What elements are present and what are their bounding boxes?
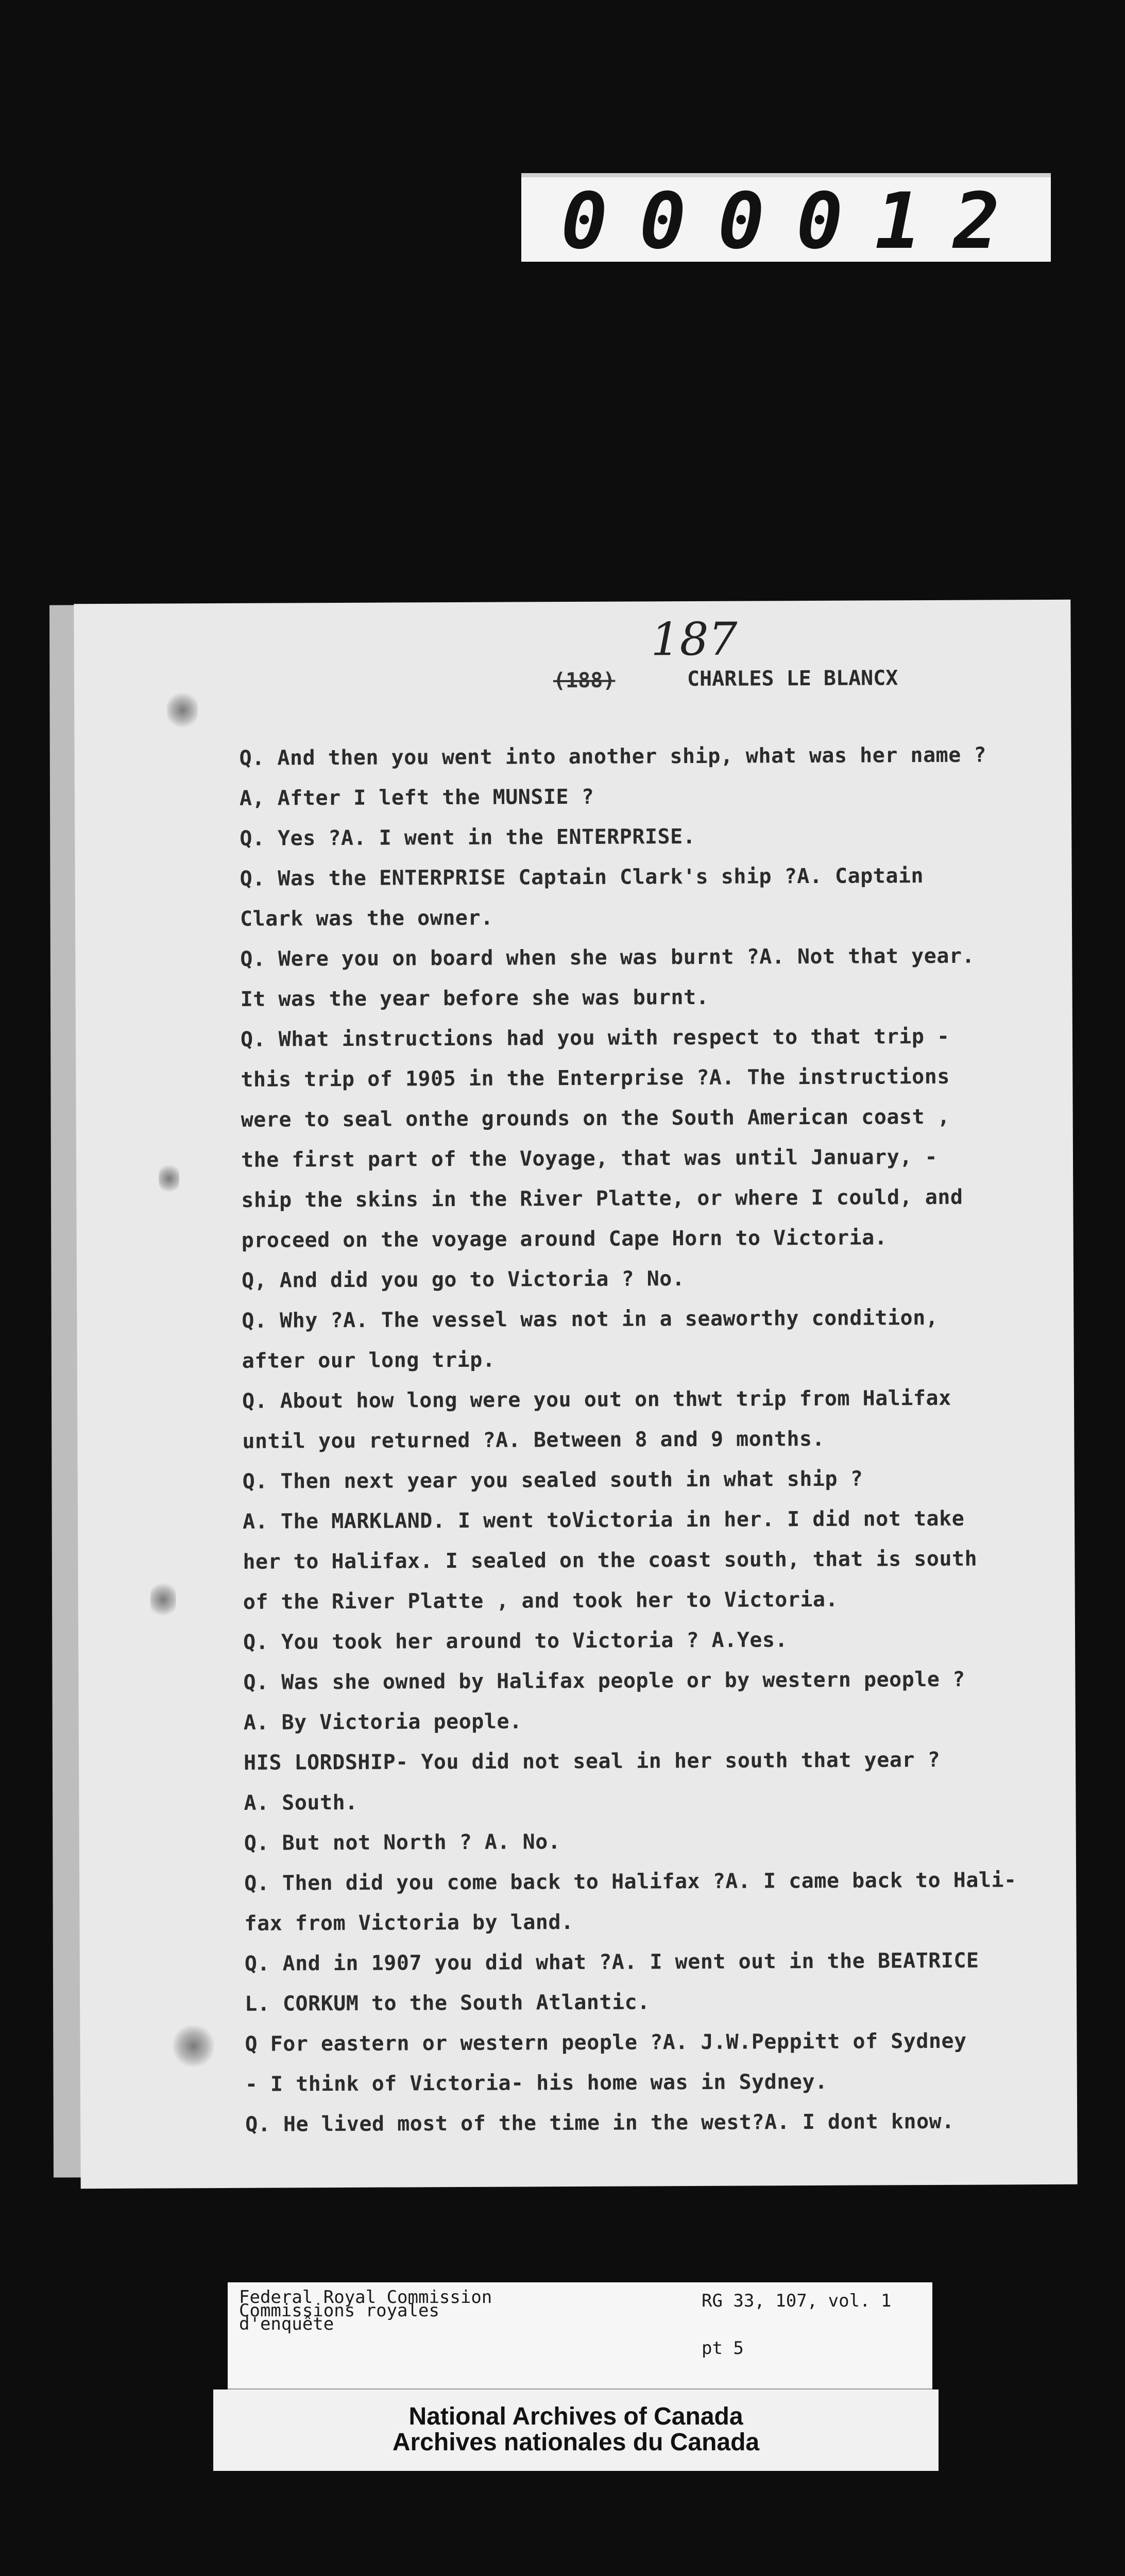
testimony-transcript (239, 735, 1049, 2145)
handwritten-page-number: 187 (651, 612, 738, 666)
transcript-line: Q. And then you went into another ship, what was her name ? (239, 743, 987, 770)
transcript-line: Q, And did you go to Victoria ? No. (241, 1267, 685, 1293)
archives-label (213, 2389, 939, 2471)
transcript-line: A, After I left the MUNSIE ? (239, 785, 594, 810)
struck-page-number: (188) (553, 668, 616, 693)
transcript-line: A. The MARKLAND. I went toVictoria in her. I did not take (242, 1506, 965, 1534)
microfilm-frame-number: 000012 (521, 173, 1051, 262)
transcript-line: Q. Were you on board when she was burnt ?A. Not that year. (240, 944, 975, 971)
punch-hole-mark (173, 2025, 214, 2066)
transcript-line: Q. And in 1907 you did what ?A. I went out in the BEATRICE (244, 1948, 979, 1976)
transcript-line: ship the skins in the River Platte, or where I could, and (241, 1185, 963, 1212)
transcript-line: Q. He lived most of the time in the west?A. I dont know. (245, 2109, 954, 2137)
transcript-line: Q. Why ?A. The vessel was not in a seaworthy condition, (242, 1306, 939, 1333)
punch-hole-mark (167, 692, 198, 728)
transcript-line: until you returned ?A. Between 8 and 9 months. (242, 1427, 825, 1453)
transcript-line: this trip of 1905 in the Enterprise ?A. The instructions (241, 1064, 950, 1092)
collection-name: Federal Royal Commission Commissions royales d'enquête (239, 2287, 492, 2334)
transcript-line: of the River Platte , and took her to Victoria. (243, 1587, 839, 1614)
transcript-line: Q. About how long were you out on thwt trip from Halifax (242, 1386, 951, 1413)
transcript-line: Q. Was she owned by Halifax people or by western people ? (243, 1667, 965, 1694)
transcript-line: A. By Victoria people. (243, 1709, 522, 1735)
transcript-line: Q For eastern or western people ?A. J.W.Peppitt of Sydney (245, 2029, 967, 2056)
archives-name-french: Archives nationales du Canada (392, 2429, 760, 2456)
transcript-line: proceed on the voyage around Cape Horn to Victoria. (241, 1226, 888, 1252)
witness-name-header: CHARLES LE BLANCX (687, 666, 898, 691)
microfilm-caption-card (228, 2282, 932, 2391)
transcript-line: L. CORKUM to the South Atlantic. (245, 1990, 650, 2016)
transcript-line: It was the year before she was burnt. (240, 985, 709, 1011)
transcript-line: the first part of the Voyage, that was until January, - (241, 1145, 938, 1172)
transcript-line: after our long trip. (242, 1348, 496, 1373)
transcript-line: Q. You took her around to Victoria ? A.Yes. (243, 1628, 788, 1654)
transcript-line: Q. Then did you come back to Halifax ?A. I came back to Hali- (244, 1868, 1017, 1895)
transcript-line: Q. But not North ? A. No. (244, 1830, 561, 1855)
punch-hole-mark (150, 1581, 176, 1617)
transcript-line: fax from Victoria by land. (244, 1910, 574, 1936)
archives-name-english: National Archives of Canada (408, 2403, 743, 2430)
punch-hole-mark (159, 1163, 179, 1194)
transcript-line: Q. Then next year you sealed south in what ship ? (242, 1467, 863, 1494)
transcript-line: Q. Was the ENTERPRISE Captain Clark's ship ?A. Captain (240, 864, 924, 891)
transcript-line: her to Halifax. I sealed on the coast south, that is south (243, 1547, 978, 1574)
transcript-line: HIS LORDSHIP- You did not seal in her south that year ? (244, 1748, 941, 1775)
transcript-line: - I think of Victoria- his home was in Sydney. (245, 2070, 828, 2096)
transcript-line: Clark was the owner. (240, 906, 493, 931)
transcript-line: were to seal onthe grounds on the South American coast , (241, 1105, 950, 1132)
document-page (74, 600, 1077, 2189)
transcript-line: Q. What instructions had you with respect to that trip - (240, 1024, 950, 1052)
transcript-line: Q. Yes ?A. I went in the ENTERPRISE. (240, 824, 696, 851)
part-number: pt 5 (702, 2338, 744, 2359)
transcript-line: A. South. (244, 1790, 358, 1815)
record-group-reference: RG 33, 107, vol. 1 (702, 2291, 892, 2311)
